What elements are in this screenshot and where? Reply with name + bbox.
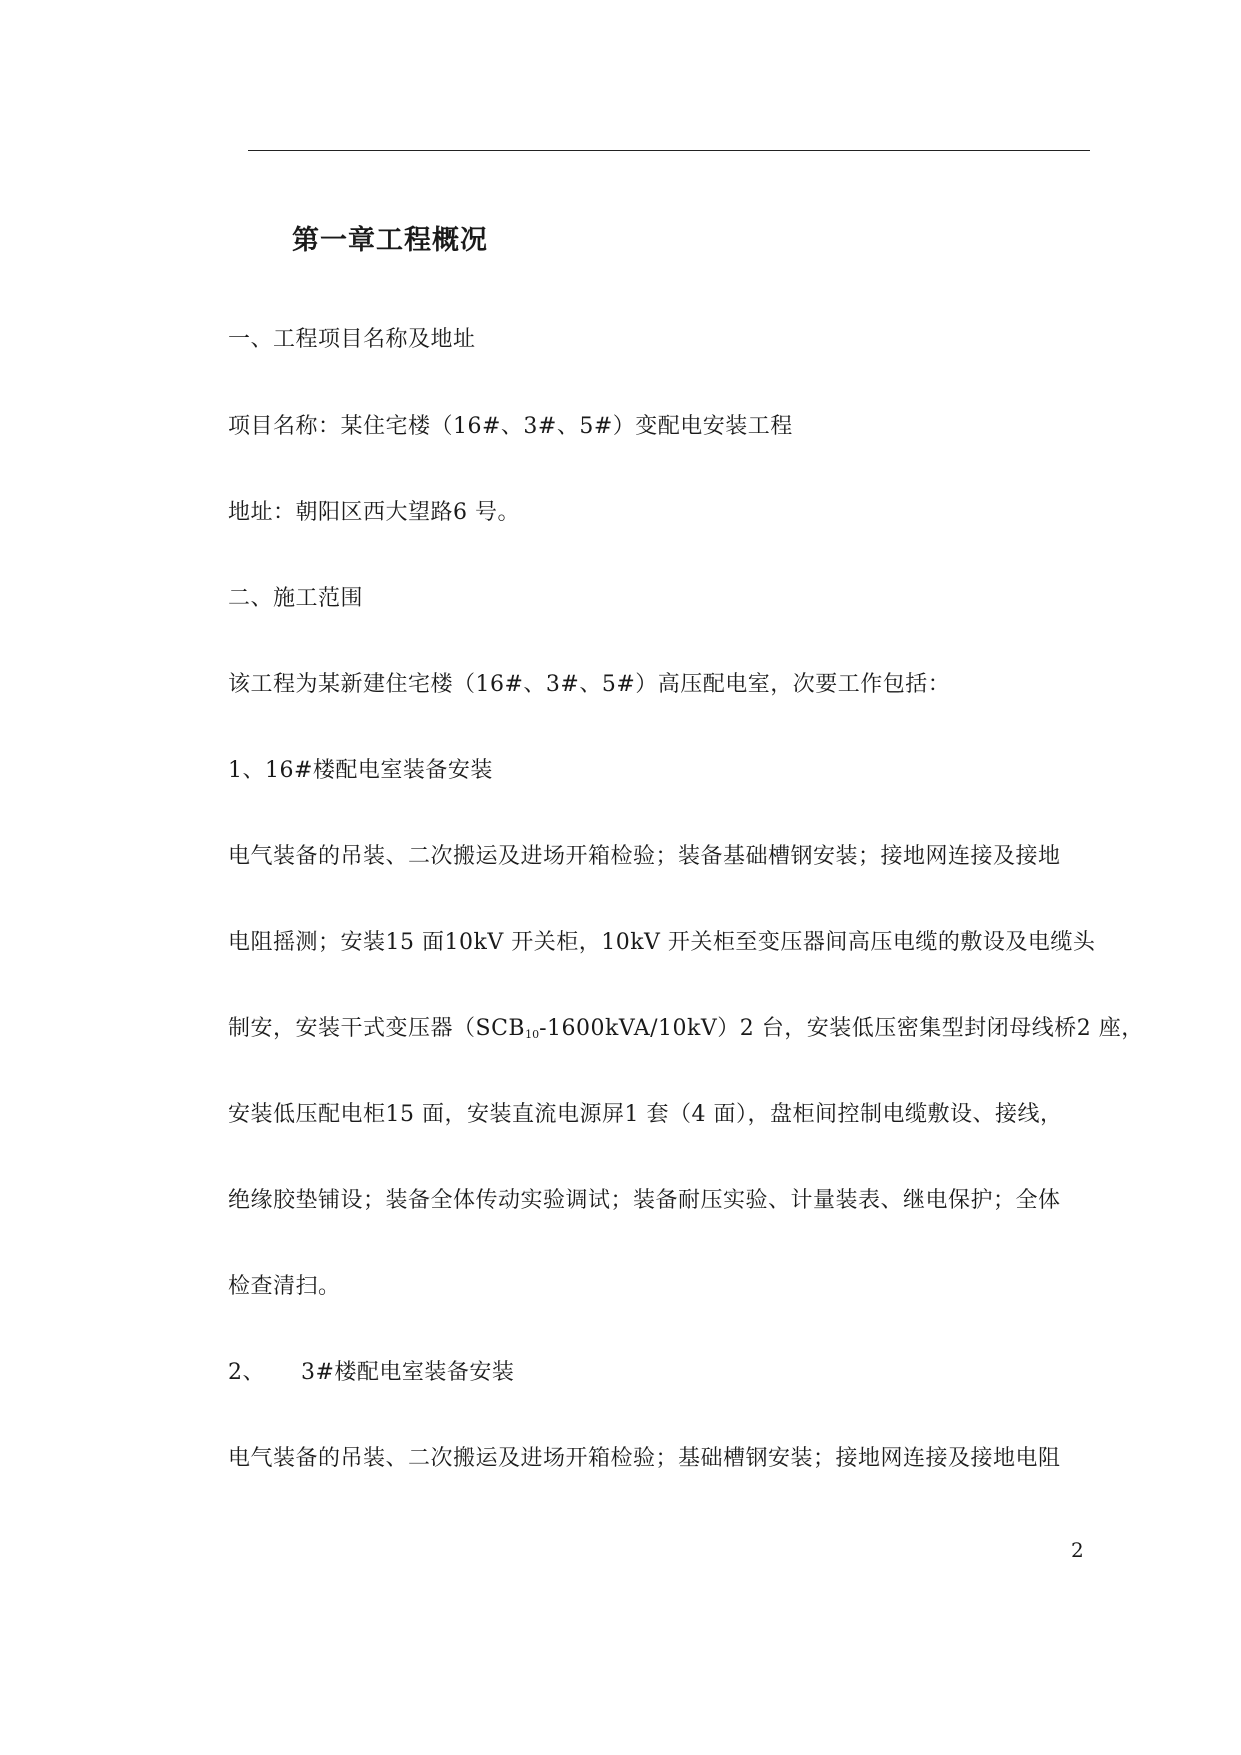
item1-line: 电阻摇测；安装15 面10kV 开关柜，10kV 开关柜至变压器间高压电缆的敷设及电缆头 xyxy=(228,930,1096,955)
item1-line xyxy=(228,1014,1144,1050)
item1-line: 检查清扫。 xyxy=(228,1274,341,1299)
section1-heading: 一、工程项目名称及地址 xyxy=(228,327,476,352)
project-address: 地址：朝阳区西大望路6 号。 xyxy=(228,500,520,525)
transformer-subscript: 10 xyxy=(525,1028,540,1041)
scope-intro: 该工程为某新建住宅楼（16#、3#、5#）高压配电室，次要工作包括： xyxy=(228,672,951,697)
item1-line: 安装低压配电柜15 面，安装直流电源屏1 套（4 面），盘柜间控制电缆敷设、接线， xyxy=(228,1102,1063,1127)
item1-line-pre: 制安，安装干式变压器（SCB xyxy=(228,1016,526,1041)
item1-line: 电气装备的吊装、二次搬运及进场开箱检验；装备基础槽钢安装；接地网连接及接地 xyxy=(228,844,1061,869)
item2-heading xyxy=(228,1358,514,1388)
item1-line: 绝缘胶垫铺设；装备全体传动实验调试；装备耐压实验、计量装表、继电保护；全体 xyxy=(228,1188,1061,1213)
section2-heading: 二、施工范围 xyxy=(228,586,364,611)
page-number: 2 xyxy=(1071,1538,1084,1562)
item2-title: 3#楼配电室装备安装 xyxy=(301,1360,515,1385)
item1-line-post: -1600kVA/10kV）2 台，安装低压密集型封闭母线桥2 座， xyxy=(539,1016,1144,1041)
item1-heading: 1、16#楼配电室装备安装 xyxy=(228,758,493,783)
project-name: 项目名称：某住宅楼（16#、3#、5#）变配电安装工程 xyxy=(228,414,793,439)
item2-number: 2、 xyxy=(228,1360,265,1385)
chapter-title: 第一章工程概况 xyxy=(292,225,488,256)
item2-line: 电气装备的吊装、二次搬运及进场开箱检验；基础槽钢安装；接地网连接及接地电阻 xyxy=(228,1446,1061,1471)
header-rule xyxy=(248,150,1090,151)
